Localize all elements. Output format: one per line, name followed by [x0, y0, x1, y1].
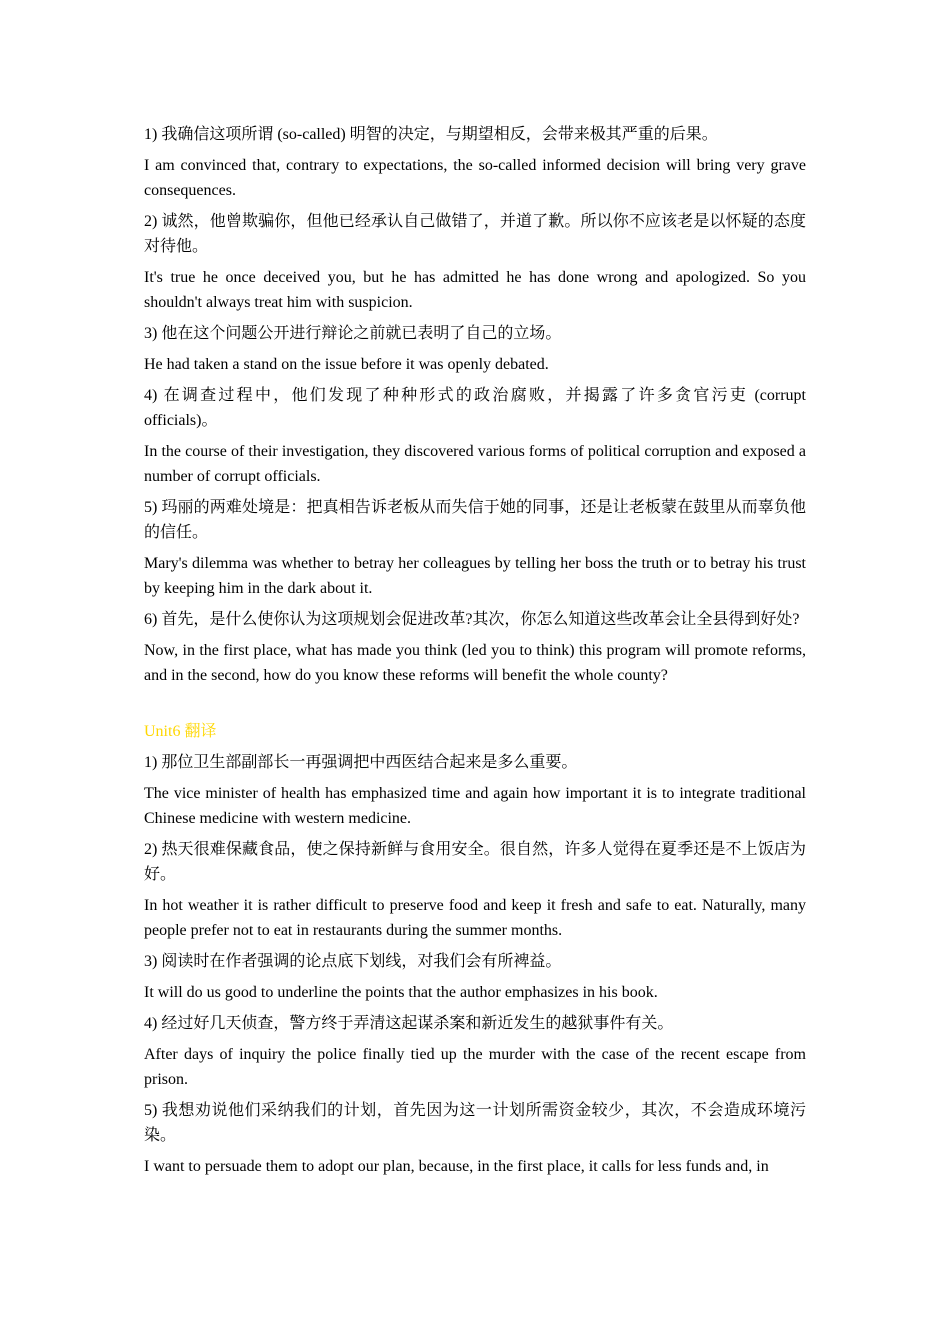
unit6-english-translation-5: I want to persuade them to adopt our plan, because, in the first place, it calls for less funds and, in — [144, 1158, 769, 1175]
chinese-sentence-1: 1) 我确信这项所谓 (so-called) 明智的决定，与期望相反，会带来极其严重的后果。 — [144, 126, 718, 143]
chinese-sentence-4: 4) 在调查过程中，他们发现了种种形式的政治腐败，并揭露了许多贪官污吏 (corrupt officials)。 — [144, 387, 806, 429]
chinese-sentence-2: 2) 诚然，他曾欺骗你，但他已经承认自己做错了，并道了歉。所以你不应该老是以怀疑的态度对待他。 — [144, 213, 806, 255]
unit6-chinese-sentence-4: 4) 经过好几天侦查，警方终于弄清这起谋杀案和新近发生的越狱事件有关。 — [144, 1015, 674, 1032]
english-translation-2: It's true he once deceived you, but he has admitted he has done wrong and apologized. So you shouldn't always treat him with suspicion. — [144, 269, 806, 311]
english-translation-6: Now, in the first place, what has made you think (led you to think) this program will promote reforms, and in the second, how do you know these reforms will benefit the whole county? — [144, 642, 806, 684]
english-translation-1: I am convinced that, contrary to expectations, the so-called informed decision will bring very grave consequences. — [144, 157, 806, 199]
english-translation-3: He had taken a stand on the issue before it was openly debated. — [144, 356, 549, 373]
unit6-heading: Unit6 翻译 — [144, 723, 217, 740]
unit6-chinese-sentence-2: 2) 热天很难保藏食品，使之保持新鲜与食用安全。很自然，许多人觉得在夏季还是不上饭店为好。 — [144, 841, 806, 883]
unit6-english-translation-3: It will do us good to underline the points that the author emphasizes in his book. — [144, 984, 658, 1001]
unit6-section — [144, 719, 806, 1179]
unit6-chinese-sentence-1: 1) 那位卫生部副部长一再强调把中西医结合起来是多么重要。 — [144, 754, 578, 771]
unit6-english-translation-4: After days of inquiry the police finally tied up the murder with the case of the recent escape from prison. — [144, 1046, 806, 1088]
document-page — [144, 122, 806, 1185]
chinese-sentence-3: 3) 他在这个问题公开进行辩论之前就已表明了自己的立场。 — [144, 325, 562, 342]
english-translation-4: In the course of their investigation, they discovered various forms of political corruption and exposed a number of corrupt officials. — [144, 443, 806, 485]
unit6-english-translation-1: The vice minister of health has emphasized time and again how important it is to integrate traditional Chinese medicine with western medicine. — [144, 785, 806, 827]
unit6-chinese-sentence-5: 5) 我想劝说他们采纳我们的计划，首先因为这一计划所需资金较少，其次，不会造成环境污染。 — [144, 1102, 806, 1144]
chinese-sentence-6: 6) 首先，是什么使你认为这项规划会促进改革?其次，你怎么知道这些改革会让全县得到好处? — [144, 611, 800, 628]
english-translation-5: Mary's dilemma was whether to betray her colleagues by telling her boss the truth or to betray his trust by keeping him in the dark about it. — [144, 555, 806, 597]
section-spacer — [144, 694, 806, 719]
chinese-sentence-5: 5) 玛丽的两难处境是：把真相告诉老板从而失信于她的同事，还是让老板蒙在鼓里从而辜负他的信任。 — [144, 499, 806, 541]
unit6-english-translation-2: In hot weather it is rather difficult to preserve food and keep it fresh and safe to eat. Naturally, many people prefer not to eat in restaurants during the summer months. — [144, 897, 806, 939]
translation-list-previous — [144, 122, 806, 688]
unit6-chinese-sentence-3: 3) 阅读时在作者强调的论点底下划线，对我们会有所裨益。 — [144, 953, 562, 970]
